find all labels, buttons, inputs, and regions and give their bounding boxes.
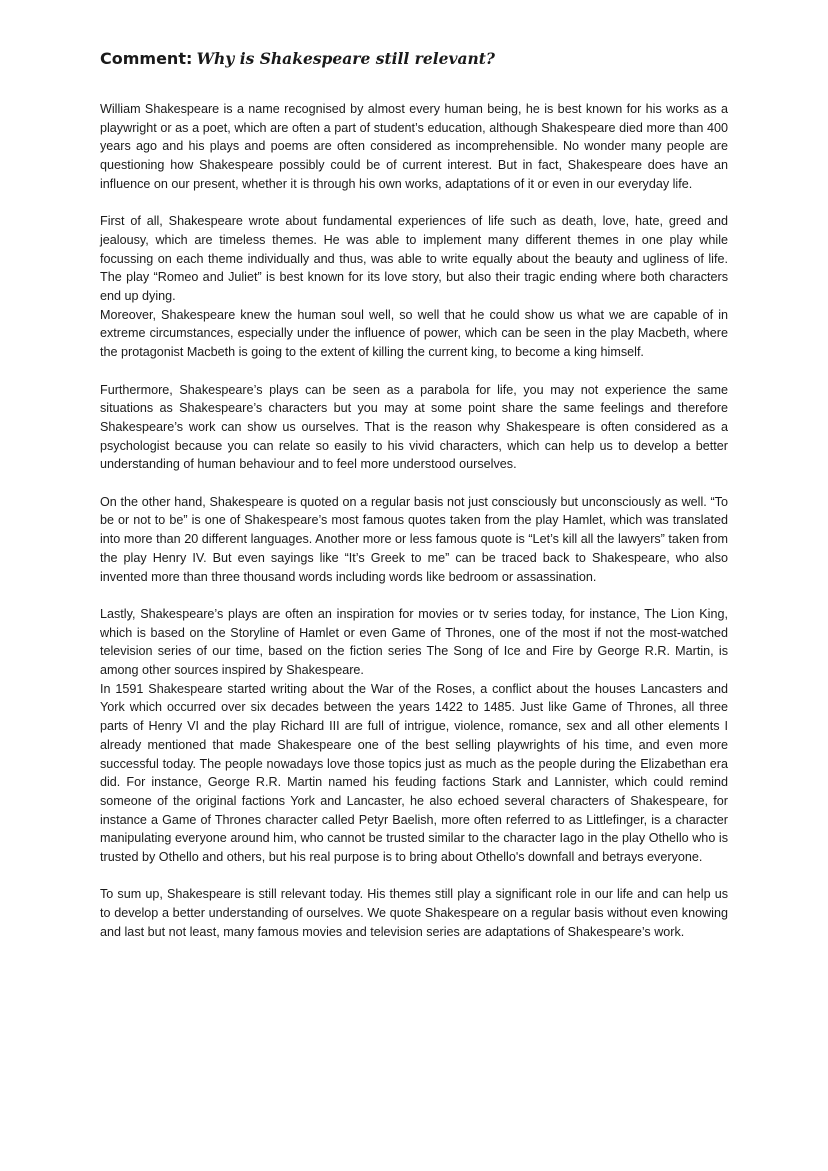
- title-question: Why is Shakespeare still relevant?: [196, 49, 495, 68]
- page-title: [100, 48, 728, 70]
- document-page: [100, 48, 728, 960]
- title-label: Comment:: [100, 49, 193, 68]
- paragraph-quotes: On the other hand, Shakespeare is quoted on a regular basis not just consciously but unconsciously as well. “To be or not to be” is one of Shakespeare’s most famous quotes taken from the play Hamlet, which was translated into more than 20 different languages. Another more or less famous quote is “Let’s kill all the lawyers” taken from the play Henry IV. But even sayings like “It’s Greek to me” can be traced back to Shakespeare, who also invented more than three thousand words including words like bedroom or assassination.: [100, 494, 728, 584]
- paragraph-intro: William Shakespeare is a name recognised by almost every human being, he is best known for his works as a playwright or as a poet, which are often a part of student’s education, although Shakespeare died more than 400 years ago and his plays and poems are often considered as incomprehensible. No wonder many people are questioning how Shakespeare possibly could be of current interest. But in fact, Shakespeare does have an influence on our present, whether it is through his own works, adaptations of it or even in our everyday life.: [100, 102, 728, 191]
- paragraph-themes: First of all, Shakespeare wrote about fundamental experiences of life such as death, love, hate, greed and jealousy, which are timeless themes. He was able to implement many different themes in one play while focussing on each theme individually and thus, was able to write equally about the beauty and ugliness of life. The play “Romeo and Juliet” is best known for its love story, but also their tragic ending where both characters end up dying.: [100, 214, 728, 304]
- paragraph-parabola: Furthermore, Shakespeare’s plays can be seen as a parabola for life, you may not experience the same situations as Shakespeare’s characters but you may at some point share the same feelings and therefore Shakespeare’s work can show us ourselves. That is the reason why Shakespeare is often considered as a psychologist because you can relate so easily to his vivid characters, which can help us to develop a better understanding of human behaviour and to feel more understood ourselves.: [100, 382, 728, 472]
- paragraph-war-of-roses: In 1591 Shakespeare started writing about the War of the Roses, a conflict about the houses Lancasters and York which occurred over six decades between the years 1422 to 1485. Just like Game of Thrones, all three parts of Henry VI and the play Richard III are full of intrigue, violence, romance, sex and all other elements I already mentioned that made Shakespeare one of the best selling playwrights of his time, and even more successful today. The people nowadays love those topics just as much as the people during the Elizabethan era did. For instance, George R.R. Martin named his feuding factions Stark and Lannister, which could remind someone of the original factions York and Lancaster, he also echoed several characters of Shakespeare, for instance a Game of Thrones character called Petyr Baelish, more often referred to as Littlefinger, is a character manipulating everyone around him, who cannot be trusted similar to the character Iago in the play Othello who is trusted by Othello and others, but his real purpose is to bring about Othello's downfall and betrays everyone.: [100, 681, 728, 865]
- paragraph-conclusion: To sum up, Shakespeare is still relevant today. His themes still play a significant role in our life and can help us to develop a better understanding of ourselves. We quote Shakespeare on a regular basis without even knowing and last but not least, many famous movies and television series are adaptations of Shakespeare’s work.: [100, 887, 728, 939]
- paragraph-inspiration: Lastly, Shakespeare’s plays are often an inspiration for movies or tv series today, for instance, The Lion King, which is based on the Storyline of Hamlet or even Game of Thrones, one of the most if not the most-watched television series of our time, based on the fiction series The Song of Ice and Fire by George R.R. Martin, is among other sources inspired by Shakespeare.: [100, 606, 728, 678]
- paragraph-human-soul: Moreover, Shakespeare knew the human soul well, so well that he could show us what we are capable of in extreme circumstances, especially under the influence of power, which can be seen in the play Macbeth, where the protagonist Macbeth is going to the extent of killing the current king, to become a king himself.: [100, 307, 728, 360]
